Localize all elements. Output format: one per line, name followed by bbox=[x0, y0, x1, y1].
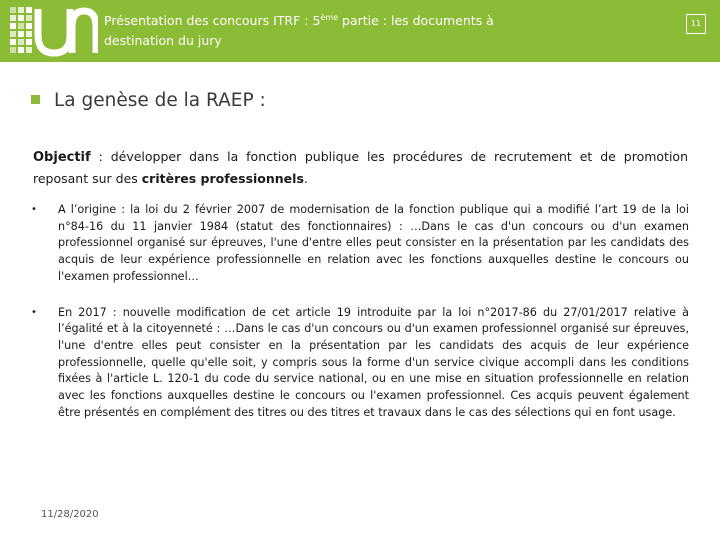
list-item-text: A l’origine : la loi du 2 février 2007 de modernisation de la fonction publique qui a modifié l’art 19 de la loi n°84-16 du 11 janvier 1984 (statut des fonctionnaires) : …Dans le cas d'un concours ou d'un examen professionnel organisé sur épreuves, l'une d'entre elles peut consister en la présentation par les candidats des acquis de leur expérience professionnelle en relation avec les fonctions auxquelles destine le concours ou l'examen professionnel… bbox=[58, 203, 689, 283]
objective-text: : développer dans la fonction publique les procédures de recrutement et de promotion reposant sur des bbox=[33, 149, 688, 186]
section-heading bbox=[31, 90, 266, 111]
objective-paragraph bbox=[33, 146, 688, 189]
objective-emphasis: critères professionnels bbox=[141, 171, 304, 186]
header-bar bbox=[0, 0, 720, 62]
bullet-dot-icon: • bbox=[31, 204, 37, 215]
bullet-list bbox=[31, 202, 689, 440]
objective-end: . bbox=[303, 171, 308, 186]
list-item bbox=[31, 305, 689, 422]
list-item-text: En 2017 : nouvelle modification de cet article 19 introduite par la loi n°2017-86 du 27/01/2017 relative à l’égalité et à la citoyenneté : …Dans le cas d'un concours ou d'un examen professionnel organisé sur épreuves, l'une d'entre elles peut consister en la présentation par les candidats des acquis de leur expérience professionnelle, quelle qu'elle soit, y compris sous la forme d'un service civique accompli dans les conditions fixées à l'article L. 120-1 du code du service national, ou en une mise en situation professionnelle en relation avec les fonctions auxquelles destine le concours ou l'examen professionnel. Ces acquis peuvent également être présentés en complément des titres ou des titres et travaux dans le cas des sélections qui en font usage. bbox=[58, 305, 689, 419]
page-number: 11 bbox=[686, 14, 706, 34]
section-heading-text: La genèse de la RAEP : bbox=[54, 90, 266, 111]
list-item bbox=[31, 202, 689, 286]
bullet-dot-icon: • bbox=[31, 306, 37, 318]
square-bullet-icon bbox=[31, 95, 40, 104]
un-logo-icon bbox=[8, 5, 98, 57]
footer-date: 11/28/2020 bbox=[41, 509, 99, 520]
objective-lead: Objectif bbox=[33, 150, 91, 165]
header-title: Présentation des concours ITRF : 5ème partie : les documents à destination du jury bbox=[104, 12, 494, 48]
